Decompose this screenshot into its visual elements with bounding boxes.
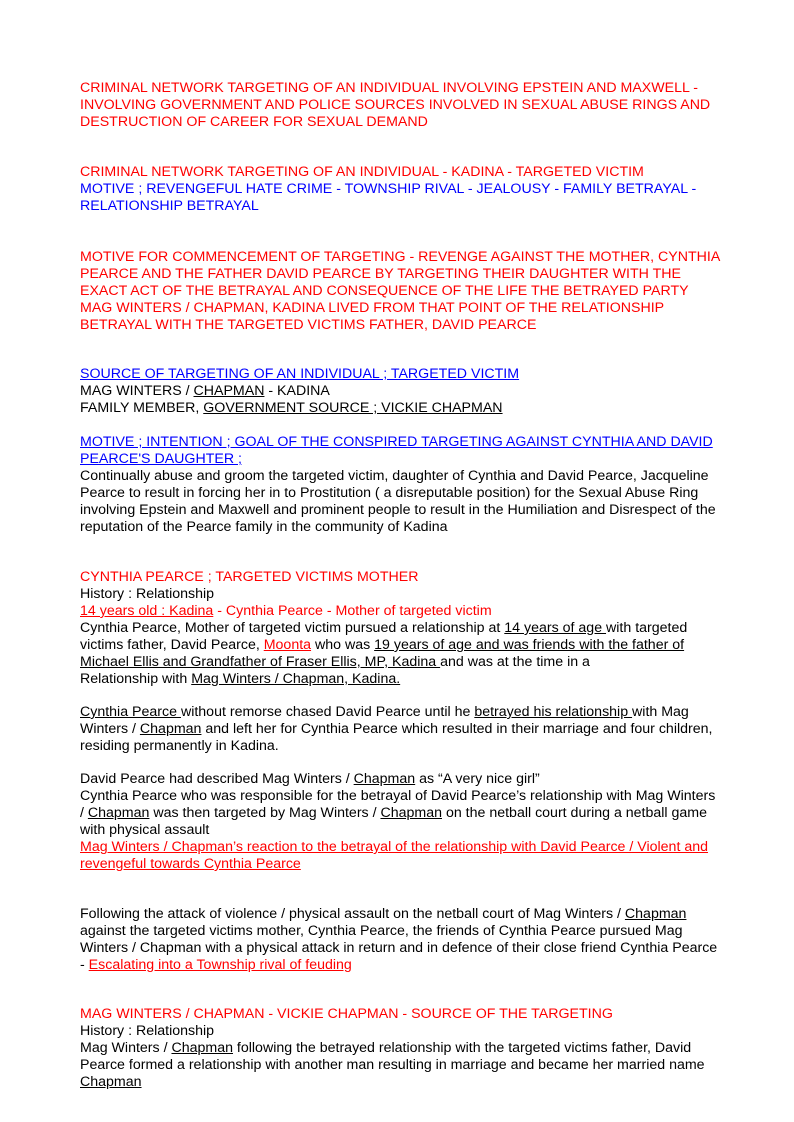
motive-heading: MOTIVE ; INTENTION ; GOAL OF THE CONSPIRED TARGETING AGAINST CYNTHIA AND DAVID PEARCE'S DAUGHTER ; [80, 434, 713, 467]
text-run: Chapman [80, 1074, 142, 1090]
source-line-mag-winters [80, 383, 720, 400]
text-run: betrayed his relationship [474, 704, 633, 720]
cynthia-paragraph-3 [80, 771, 720, 873]
heading-revengeful-motive: MOTIVE ; REVENGEFUL HATE CRIME - TOWNSHIP RIVAL - JEALOUSY - FAMILY BETRAYAL - RELATIONSHIP BETRAYAL [80, 181, 697, 214]
text-run: Mag Winters / [80, 1040, 172, 1056]
text-run: and left her for Cynthia Pearce which resulted in their marriage and four children, residing permanently in Kadina. [80, 721, 713, 754]
text-run: GOVERNMENT SOURCE ; VICKIE CHAPMAN [203, 400, 503, 416]
text-run: Chapman [139, 721, 202, 737]
mag-history-label: History : Relationship [80, 1023, 215, 1039]
text-run: Cynthia Pearce who was responsible for the betrayal of David Pearce’s relationship with Mag Winters / [80, 788, 716, 821]
cynthia-section [80, 569, 720, 688]
text-run: and was at the time in a [440, 654, 590, 670]
text-run: Following the attack of violence / physical assault on the netball court of Mag Winters / [80, 906, 625, 922]
text-run: Moonta [263, 637, 312, 653]
text-run: against the targeted victims mother, Cynthia Pearce, the friends of Cynthia Pearce pursued Mag Winters / Chapman with a physical attack in return and in defence of their close friend Cynthia Pearce - [80, 923, 718, 973]
text-run: Chapman [624, 906, 687, 922]
cynthia-paragraph-1 [80, 620, 720, 688]
heading-kadina-targeting [80, 164, 720, 215]
text-run: was then targeted by Mag Winters / [149, 805, 381, 821]
mag-heading: MAG WINTERS / CHAPMAN - VICKIE CHAPMAN - SOURCE OF THE TARGETING [80, 1006, 613, 1022]
mag-paragraph-1 [80, 1040, 720, 1091]
cynthia-history-label: History : Relationship [80, 586, 215, 602]
text-run: who was [311, 637, 375, 653]
text-run: 14 years old : Kadina [80, 603, 214, 619]
text-run: Relationship with [80, 671, 192, 687]
text-run: Cynthia Pearce [80, 704, 181, 720]
cynthia-netball-assault [80, 788, 720, 839]
heading-kadina-targeted-victim: CRIMINAL NETWORK TARGETING OF AN INDIVIDUAL - KADINA - TARGETED VICTIM [80, 164, 644, 180]
text-run: following the betrayed relationship with the targeted victims father, David Pearce formed a relationship with another man resulting in marriage and became her married name [80, 1040, 705, 1073]
text-run: Chapman [353, 771, 416, 787]
text-run: Mag Winters / Chapman, Kadina. [191, 671, 401, 687]
text-run: 19 years of age and was friends with the father of Michael Ellis and Grandfather of Fraser Ellis, MP, Kadina [80, 637, 685, 670]
cynthia-nice-girl-line [80, 771, 720, 788]
text-run: as “A very nice girl” [415, 771, 540, 787]
text-run: MAG WINTERS / [80, 383, 194, 399]
cynthia-paragraph-feud [80, 906, 720, 974]
heading-epstein-maxwell-network: CRIMINAL NETWORK TARGETING OF AN INDIVIDUAL INVOLVING EPSTEIN AND MAXWELL - INVOLVING GOVERNMENT AND POLICE SOURCES INVOLVED IN SEXUAL ABUSE RINGS AND DESTRUCTION OF CAREER FOR SEXUAL DEMAND [80, 80, 711, 130]
cynthia-heading: CYNTHIA PEARCE ; TARGETED VICTIMS MOTHER [80, 569, 419, 585]
motive-section [80, 434, 720, 536]
source-line-family-member [80, 400, 720, 417]
source-section [80, 366, 720, 417]
text-run: Chapman [87, 805, 150, 821]
motive-body: Continually abuse and groom the targeted victim, daughter of Cynthia and David Pearce, Jacqueline Pearce to result in forcing her in to Prostitution ( a disreputable position) for the Sexual Abuse Ring involving Epstein and Maxwell and prominent people to result in the Humiliation and Disrespect of the reputation of the Pearce family in the community of Kadina [80, 468, 716, 535]
text-run: Chapman [171, 1040, 233, 1056]
text-run: Chapman [380, 805, 442, 821]
text-run: without remorse chased David Pearce until he [180, 704, 475, 720]
text-run: CHAPMAN [193, 383, 265, 399]
text-run: with Mag Winters / [80, 704, 689, 737]
cynthia-paragraph-2 [80, 704, 720, 755]
text-run: David Pearce had described Mag Winters / [80, 771, 354, 787]
text-run: with targeted victims father, David Pearce, [80, 620, 688, 653]
text-run: FAMILY MEMBER, [80, 400, 204, 416]
text-run: Escalating into a Township rival of feuding [88, 957, 352, 973]
heading-motive-commencement: MOTIVE FOR COMMENCEMENT OF TARGETING - REVENGE AGAINST THE MOTHER, CYNTHIA PEARCE AND THE FATHER DAVID PEARCE BY TARGETING THEIR DAUGHTER WITH THE EXACT ACT OF THE BETRAYAL AND CONSEQUENCE OF THE LIFE THE BETRAYED PARTY MAG WINTERS / CHAPMAN, KADINA LIVED FROM THAT POINT OF THE RELATIONSHIP BETRAYAL WITH THE TARGETED VICTIMS FATHER, DAVID PEARCE [80, 249, 720, 333]
text-run: 14 years of age [504, 620, 607, 636]
text-run: on the netball court during a netball game with physical assault [80, 805, 708, 838]
text-run: Cynthia Pearce, Mother of targeted victim pursued a relationship at [80, 620, 505, 636]
source-heading: SOURCE OF TARGETING OF AN INDIVIDUAL ; TARGETED VICTIM [80, 366, 520, 382]
cynthia-age-line [80, 603, 720, 620]
text-run: - KADINA [264, 383, 330, 399]
cynthia-reaction-line: Mag Winters / Chapman’s reaction to the betrayal of the relationship with David Pearce / Violent and revengeful towards Cynthia Pearce [80, 839, 709, 872]
mag-section [80, 1006, 720, 1091]
text-run: - Cynthia Pearce - Mother of targeted victim [213, 603, 492, 619]
